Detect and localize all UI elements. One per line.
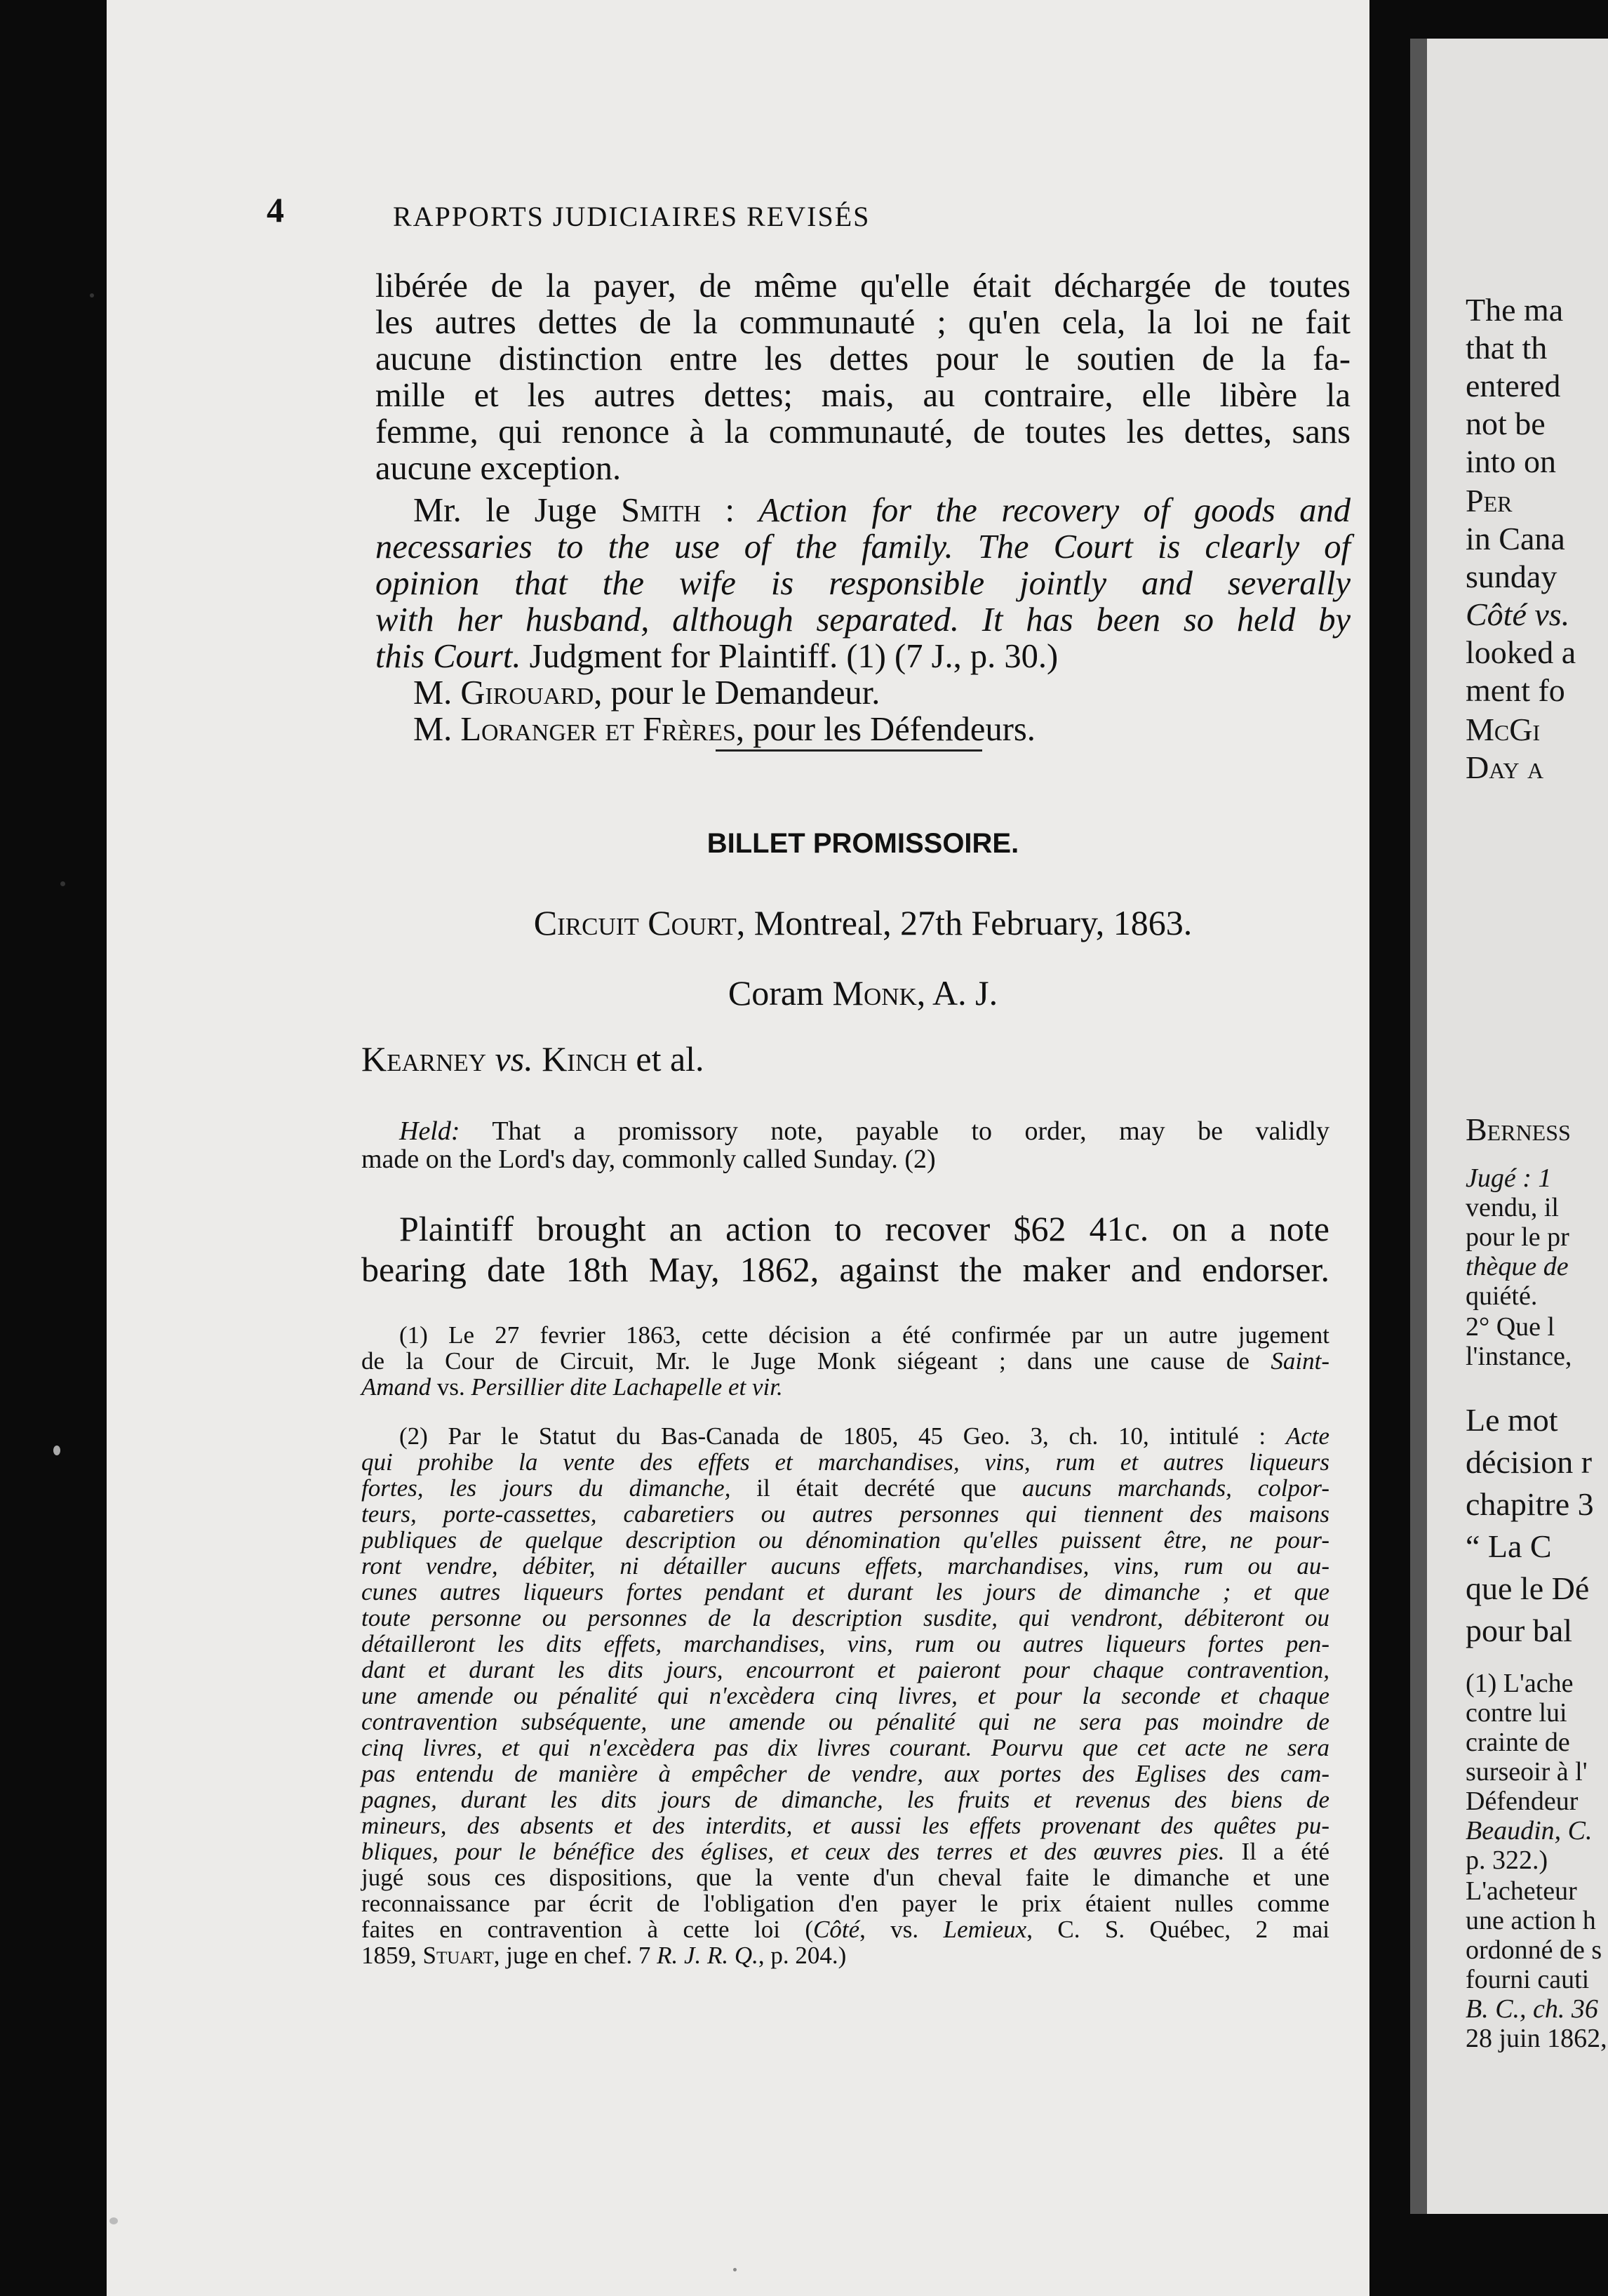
facing-text: une action h	[1466, 1906, 1596, 1935]
facing-text: fourni cauti	[1466, 1965, 1590, 1994]
text-line: reconnaissance par écrit de l'obligation d'en payer le prix étaient nulles comme	[361, 1890, 1329, 1917]
facing-text: “ La C	[1466, 1528, 1552, 1564]
facing-text: décision r	[1466, 1444, 1593, 1480]
judgment-smith	[375, 493, 1351, 748]
facing-text: B. C., ch. 36	[1466, 1994, 1598, 2024]
text-line: with her husband, although separated. It has been so held by	[375, 601, 1351, 639]
facing-text: Côté vs.	[1466, 596, 1570, 632]
facing-text: sunday	[1466, 559, 1557, 594]
facing-text: Défendeur	[1466, 1787, 1579, 1816]
text-line: les autres dettes de la communauté ; qu'en cela, la loi ne fait	[375, 304, 1351, 341]
facts-paragraph	[361, 1208, 1329, 1290]
court-line: Circuit Court, Montreal, 27th February, 1863.	[533, 903, 1193, 942]
facing-text: McGi	[1466, 712, 1541, 747]
facing-text: pour bal	[1466, 1613, 1573, 1648]
facing-text: contre lui	[1466, 1698, 1567, 1728]
text-line: libérée de la payer, de même qu'elle était déchargée de toutes	[375, 267, 1351, 305]
text-line: contravention subséquente, une amende ou pénalité qui ne sera pas moindre de	[361, 1708, 1329, 1735]
text-line: bearing date 18th May, 1862, against the maker and endorser.	[361, 1250, 1329, 1289]
facing-text: p. 322.)	[1466, 1846, 1548, 1875]
facing-text: entered	[1466, 368, 1561, 403]
text-line: une amende ou pénalité qui n'excèdera cinq livres, et pour la seconde et chaque	[361, 1682, 1329, 1709]
page-number: 4	[267, 190, 284, 229]
text-line: made on the Lord's day, commonly called Sunday. (2)	[361, 1144, 936, 1174]
headnote	[361, 1117, 1329, 1173]
text-line: femme, qui renonce à la communauté, de toutes les dettes, sans	[375, 413, 1351, 450]
facing-text: ordonné de s	[1466, 1935, 1602, 1965]
text-line: (1) Le 27 fevrier 1863, cette décision a été confirmée par un autre jugement	[399, 1321, 1329, 1349]
facing-text: (1) L'ache	[1466, 1669, 1574, 1698]
facing-text: quiété.	[1466, 1281, 1538, 1311]
facing-text: Day a	[1466, 749, 1544, 785]
facing-text: Berness	[1466, 1112, 1571, 1147]
text-line: faites en contravention à cette loi (Côté, vs. Lemieux, C. S. Québec, 2 mai	[361, 1916, 1329, 1943]
facing-text: crainte de	[1466, 1728, 1570, 1757]
text-line: Mr. le Juge Smith : Action for the recovery of goods and	[413, 492, 1351, 529]
text-line: détailleront les dits effets, marchandises, vins, rum ou autres liqueurs fortes pen-	[361, 1630, 1329, 1657]
text-line: mineurs, des absents et des interdits, et aussi les effets provenant des quêtes pu-	[361, 1812, 1329, 1839]
text-line: fortes, les jours du dimanche, il était decrété que aucuns marchands, colpor-	[361, 1474, 1329, 1502]
facing-text: into on	[1466, 443, 1557, 479]
counsel-plaintiff: M. Girouard, pour le Demandeur.	[413, 674, 880, 712]
facing-text: Le mot	[1466, 1402, 1558, 1438]
section-title: BILLET PROMISSOIRE.	[706, 828, 1019, 859]
facing-text: The ma	[1466, 292, 1564, 328]
text-line: pagnes, durant les dits jours de dimanche, les fruits et revenus des biens de	[361, 1786, 1329, 1813]
scan-speck	[109, 2217, 118, 2224]
case-parties: Kearney vs. Kinch et al.	[361, 1039, 704, 1079]
text-line: necessaries to the use of the family. The Court is clearly of	[375, 528, 1351, 566]
facing-text: L'acheteur	[1466, 1876, 1577, 1906]
facing-text: 28 juin 1862,	[1466, 2024, 1607, 2053]
text-line: cinq livres, et qui n'excèdera pas dix livres courant. Pourvu que cet acte ne sera	[361, 1734, 1329, 1761]
facing-text: Per	[1466, 483, 1513, 519]
facing-text: ment fo	[1466, 672, 1565, 708]
facing-text: surseoir à l'	[1466, 1757, 1588, 1787]
text-line: cunes autres liqueurs fortes pendant et durant les jours de dimanche ; et que	[361, 1578, 1329, 1606]
text-line: opinion that the wife is responsible jointly and severally	[375, 565, 1351, 602]
text-line: jugé sous ces dispositions, que la vente d'un cheval faite le dimanche et une	[361, 1864, 1329, 1891]
text-line: teurs, porte-cassettes, cabaretiers ou autres personnes qui tiennent des maisons	[361, 1500, 1329, 1528]
footnote-2	[361, 1423, 1329, 1968]
text-line: this Court. Judgment for Plaintiff. (1) (7 J., p. 30.)	[375, 638, 1059, 675]
text-line: aucune exception.	[375, 450, 622, 487]
counsel-defendants: M. Loranger et Frères, pour les Défendeurs.	[413, 711, 1036, 748]
text-line: 1859, Stuart, juge en chef. 7 R. J. R. Q., p. 204.)	[361, 1942, 847, 1969]
text-line: aucune distinction entre les dettes pour le soutien de la fa-	[375, 340, 1351, 378]
facing-text: that th	[1466, 330, 1548, 366]
facing-text: looked a	[1466, 634, 1576, 670]
text-line: (2) Par le Statut du Bas-Canada de 1805, 45 Geo. 3, ch. 10, intitulé : Acte	[399, 1422, 1329, 1450]
text-line: publiques de quelque description ou dénomination qu'elles puissent être, ne pour-	[361, 1526, 1329, 1554]
footnote-1	[361, 1322, 1329, 1400]
text-line: de la Cour de Circuit, Mr. le Juge Monk siégeant ; dans une cause de Saint-	[361, 1347, 1329, 1375]
scan-speck	[53, 1446, 60, 1455]
facing-text: Beaudin, C.	[1466, 1816, 1593, 1846]
text-line: mille et les autres dettes; mais, au contraire, elle libère la	[375, 377, 1351, 414]
text-line: Held: That a promissory note, payable to order, may be validly	[399, 1116, 1329, 1146]
text-line: qui prohibe la vente des effets et marchandises, vins, rum et autres liqueurs	[361, 1448, 1329, 1476]
scan-speck	[90, 293, 94, 298]
scan-speck	[733, 2268, 737, 2271]
coram-line: Coram Monk, A. J.	[728, 973, 998, 1013]
facing-page-edge	[1410, 39, 1608, 2214]
text-line: dant et durant les dits jours, encourront et paieront pour chaque contravention,	[361, 1656, 1329, 1683]
facing-text: in Cana	[1466, 521, 1565, 556]
facing-text: not be	[1466, 406, 1546, 441]
text-line: toute personne ou personnes de la description susdite, qui vendront, débiteront ou	[361, 1604, 1329, 1631]
facing-text: que le Dé	[1466, 1570, 1590, 1606]
facing-text: chapitre 3	[1466, 1486, 1594, 1522]
facing-text: l'instance,	[1466, 1342, 1572, 1371]
facing-text: pour le pr	[1466, 1222, 1569, 1252]
facing-text: vendu, il	[1466, 1193, 1559, 1222]
facing-text: Jugé : 1	[1466, 1163, 1552, 1193]
running-head: RAPPORTS JUDICIAIRES REVISÉS	[393, 201, 871, 232]
text-line: ront vendre, débiter, ni détailler aucuns effets, marchandises, vins, rum ou au-	[361, 1552, 1329, 1580]
facing-text: thèque de	[1466, 1252, 1569, 1281]
opening-paragraph	[375, 268, 1351, 487]
text-line: bliques, pour le bénéfice des églises, et ceux des terres et des œuvres pies. Il a été	[361, 1838, 1329, 1865]
scan-speck	[60, 881, 65, 886]
text-line: pas entendu de manière à empêcher de vendre, aux portes des Eglises des cam-	[361, 1760, 1329, 1787]
section-divider	[716, 749, 982, 752]
text-line: Amand vs. Persillier dite Lachapelle et vir.	[361, 1373, 783, 1401]
facing-text: 2° Que l	[1466, 1312, 1555, 1342]
text-line: Plaintiff brought an action to recover $62 41c. on a note	[399, 1209, 1329, 1248]
